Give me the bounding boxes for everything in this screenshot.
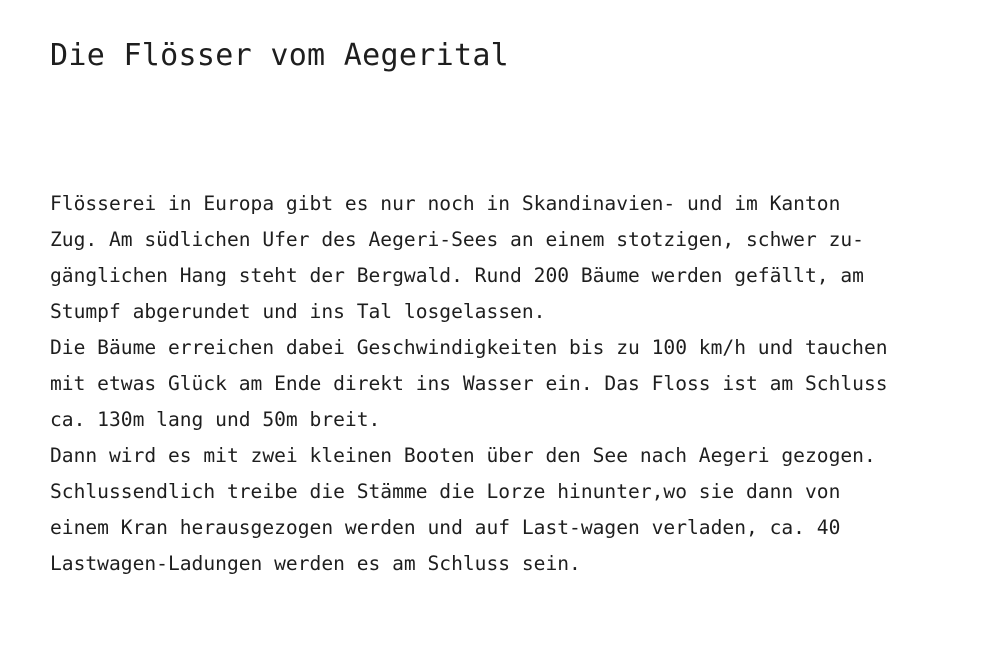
text-line: ca. 130m lang und 50m breit. [50, 408, 381, 431]
text-line: Dann wird es mit zwei kleinen Booten über den See nach Aegeri gezogen. [50, 444, 876, 467]
body-text [50, 186, 960, 582]
text-line: Die Bäume erreichen dabei Geschwindigkeiten bis zu 100 km/h und tauchen [50, 336, 888, 359]
text-line: mit etwas Glück am Ende direkt ins Wasser ein. Das Floss ist am Schluss [50, 372, 888, 395]
page-title: Die Flösser vom Aegerital [50, 38, 510, 73]
text-line: Flösserei in Europa gibt es nur noch in Skandinavien- und im Kanton [50, 192, 841, 215]
text-line: Zug. Am südlichen Ufer des Aegeri-Sees an einem stotzigen, schwer zu- [50, 228, 864, 251]
text-line: Stumpf abgerundet und ins Tal losgelassen. [50, 300, 546, 323]
text-line: einem Kran herausgezogen werden und auf Last-wagen verladen, ca. 40 [50, 516, 841, 539]
text-line: gänglichen Hang steht der Bergwald. Rund 200 Bäume werden gefällt, am [50, 264, 864, 287]
text-line: Lastwagen-Ladungen werden es am Schluss sein. [50, 552, 581, 575]
text-line: Schlussendlich treibe die Stämme die Lorze hinunter,wo sie dann von [50, 480, 841, 503]
